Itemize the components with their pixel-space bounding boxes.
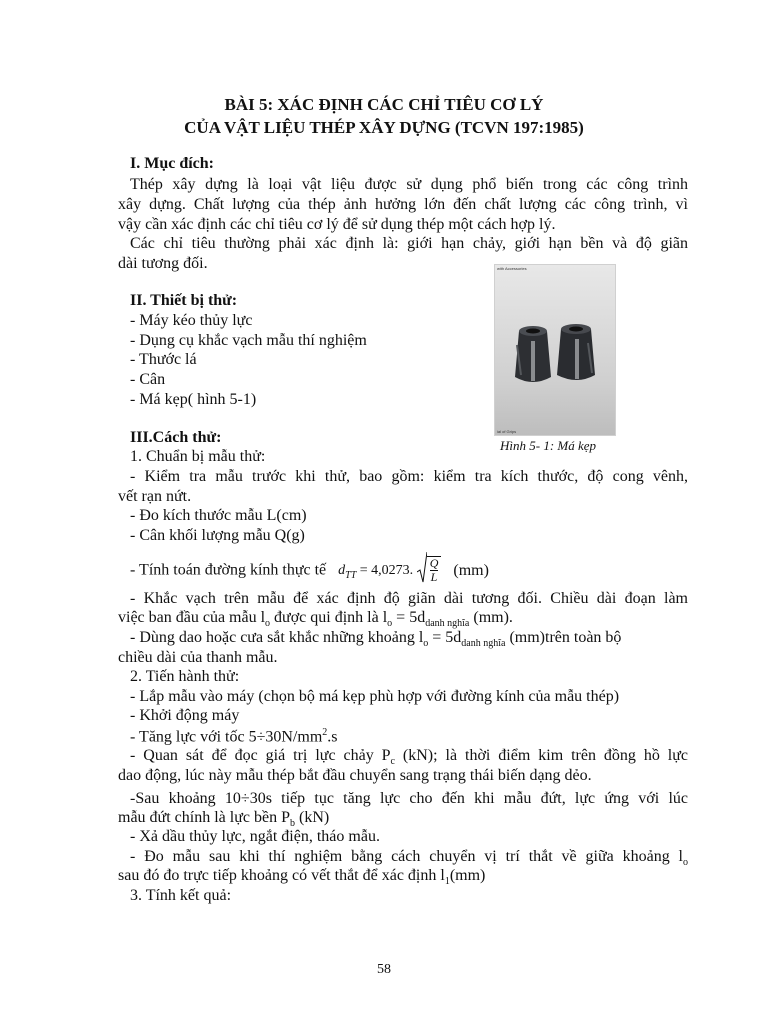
text-run: = 5d: [392, 609, 426, 626]
list-item: - Cân: [130, 371, 166, 388]
subscript: o: [387, 618, 393, 630]
subheading: 2. Tiến hành thử:: [130, 668, 240, 685]
list-item: - Máy kéo thủy lực: [130, 312, 253, 329]
superscript: 2: [322, 727, 328, 738]
subscript: danh nghĩa: [461, 638, 506, 650]
paragraph-line: dao động, lúc này mẫu thép bắt đầu chuyển sang trạng thái biến dạng dẻo.: [118, 767, 592, 784]
photo-bottom-label: ial of Grips: [497, 429, 517, 434]
grip-right: [557, 324, 595, 380]
list-item: - Thước lá: [130, 351, 197, 368]
paragraph-line: xây dựng. Chất lượng của thép ảnh hưởng lớn đến chất lượng các công trình, vì: [118, 196, 688, 213]
text-run: - Dùng dao hoặc cưa sắt khắc những khoảng l: [130, 629, 424, 646]
subheading: 1. Chuẩn bị mẫu thử:: [130, 448, 266, 465]
list-item: - Xả dầu thủy lực, ngắt điện, tháo mẫu.: [130, 828, 380, 845]
text-run: (mm).: [469, 609, 513, 626]
figure-caption: Hình 5- 1: Má kẹp: [500, 438, 597, 453]
formula-subscript: TT: [345, 570, 357, 582]
formula-denominator: L: [430, 570, 438, 584]
list-item: - Khởi động máy: [130, 707, 240, 724]
text-run: (kN): [294, 809, 330, 826]
formula-unit: (mm): [453, 561, 489, 579]
list-item: - Đo kích thước mẫu L(cm): [130, 507, 307, 524]
heading-cach-thu: III.Cách thử:: [130, 429, 222, 446]
paragraph-line: Thép xây dựng là loại vật liệu được sử dụng phổ biến trong các công trình: [130, 176, 688, 193]
title-line-1: BÀI 5: XÁC ĐỊNH CÁC CHỈ TIÊU CƠ LÝ: [224, 95, 544, 114]
grips-image: [495, 265, 615, 435]
list-item: - Dụng cụ khắc vạch mẫu thí nghiệm: [130, 332, 367, 349]
subscript: danh nghĩa: [425, 618, 470, 630]
paragraph-line: - Kiểm tra mẫu trước khi thử, bao gồm: kiểm tra kích thước, độ cong vênh,: [130, 468, 688, 485]
heading-muc-dich: I. Mục đích:: [130, 155, 214, 172]
paragraph-line: [130, 848, 688, 868]
paragraph-line: [118, 809, 329, 829]
subscript: c: [390, 756, 395, 768]
text-run: - Tăng lực với tốc 5÷30N/mm: [130, 728, 323, 746]
photo-top-label: with Accessories: [497, 266, 527, 271]
list-item: - Má kẹp( hình 5-1): [130, 391, 257, 408]
list-item: [130, 727, 338, 746]
list-item: - Lắp mẫu vào máy (chọn bộ má kẹp phù hợp với đường kính của mẫu thép): [130, 688, 620, 705]
text-run: .s: [327, 728, 338, 746]
text-run: được qui định là l: [270, 609, 388, 626]
formula-sqrt: [417, 556, 442, 586]
diameter-formula: [338, 556, 441, 586]
formula-label: - Tính toán đường kính thực tế: [130, 561, 327, 579]
text-run: việc ban đầu của mẫu l: [118, 609, 266, 626]
heading-thiet-bi: II. Thiết bị thử:: [130, 292, 238, 309]
grip-photo: [494, 264, 616, 436]
formula-numerator: Q: [429, 556, 439, 570]
paragraph-line: [118, 867, 485, 887]
text-run: (kN); là thời điểm kim trên đồng hồ lực: [394, 747, 689, 764]
paragraph-line: [130, 747, 688, 767]
text-run: = 5d: [428, 629, 462, 646]
subscript: o: [423, 638, 429, 650]
paragraph-line: dài tương đối.: [118, 255, 208, 272]
paragraph-line: [130, 629, 621, 649]
text-run: - Quan sát để đọc giá trị lực chảy P: [130, 747, 391, 764]
grip-left: [515, 326, 551, 382]
subheading: 3. Tính kết quả:: [130, 887, 232, 904]
text-run: (mm)trên toàn bộ: [505, 629, 622, 646]
formula-coefficient: = 4,0273.: [359, 563, 414, 579]
text-run: (mm): [449, 867, 486, 884]
subscript: b: [289, 818, 295, 830]
page-number: 58: [377, 962, 391, 977]
sqrt-sign: [417, 552, 427, 584]
paragraph-line: Các chỉ tiêu thường phải xác định là: giới hạn chảy, giới hạn bền và độ giãn: [130, 235, 688, 252]
paragraph-line: [118, 609, 513, 629]
subscript: o: [265, 618, 271, 630]
text-run: sau đó đo trực tiếp khoảng có vết thắt để xác định l: [118, 867, 445, 884]
title-line-2: CỦA VẬT LIỆU THÉP XÂY DỰNG (TCVN 197:1985): [184, 118, 584, 137]
text-run: mẫu đứt chính là lực bền P: [118, 809, 290, 826]
formula-symbol: d: [338, 563, 346, 579]
paragraph-line: chiều dài của thanh mẫu.: [118, 649, 278, 666]
formula-line: [130, 556, 489, 586]
text-run: - Đo mẫu sau khi thí nghiệm bằng cách chuyển vị trí thắt về giữa khoảng l: [130, 848, 683, 865]
subscript: 1: [444, 876, 450, 888]
paragraph-line: -Sau khoảng 10÷30s tiếp tục tăng lực cho đến khi mẫu đứt, lực ứng với lúc: [130, 790, 688, 807]
subscript: o: [683, 857, 688, 869]
list-item: - Cân khối lượng mẫu Q(g): [130, 527, 305, 544]
paragraph-line: - Khắc vạch trên mẫu để xác định độ giãn dài tương đối. Chiều dài đoạn làm: [130, 590, 688, 607]
paragraph-line: vết rạn nứt.: [118, 488, 192, 505]
paragraph-line: vậy cần xác định các chỉ tiêu cơ lý để sử dụng thép một cách hợp lý.: [118, 216, 556, 233]
